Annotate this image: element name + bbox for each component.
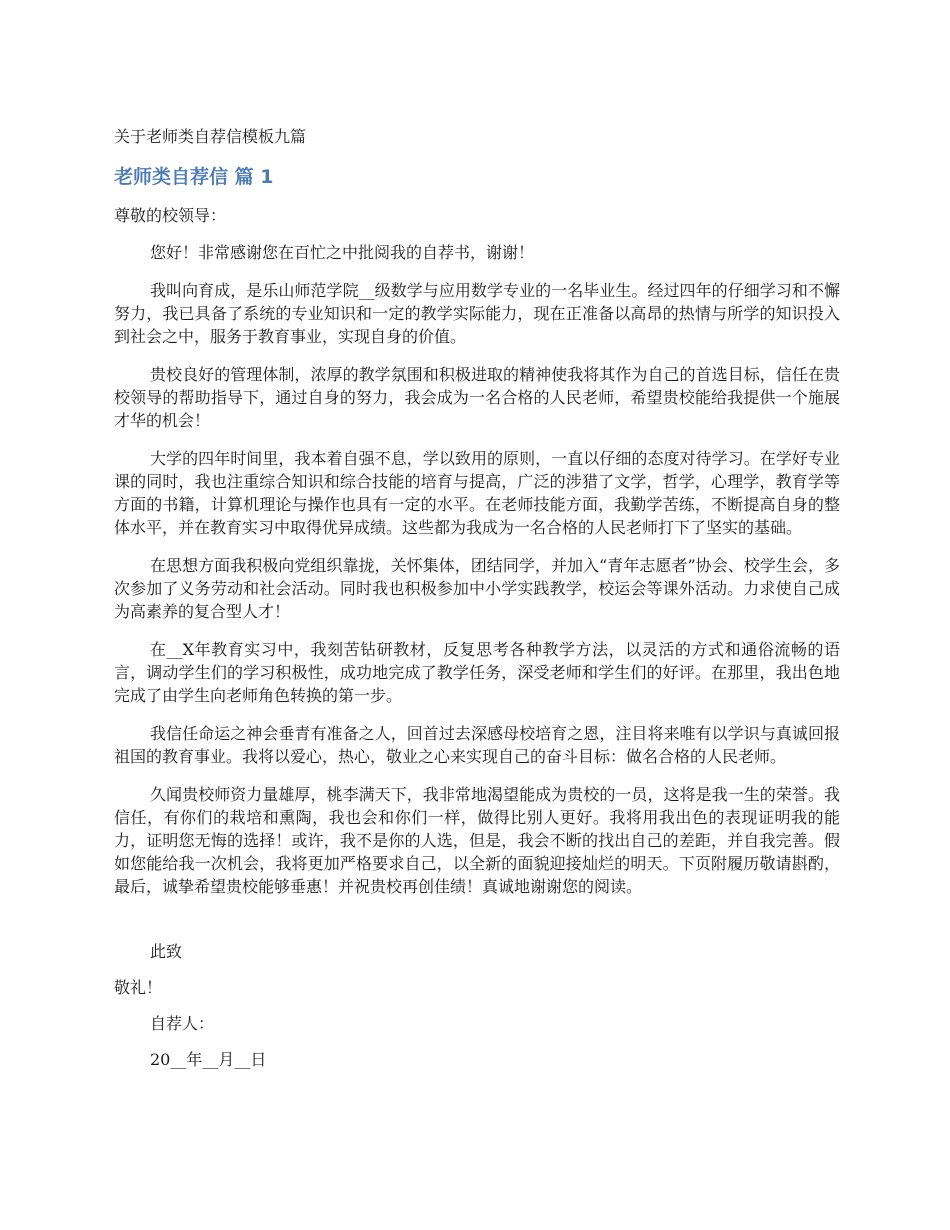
paragraph-motivation: 贵校良好的管理体制，浓厚的教学氛围和积极进取的精神使我将其作为自己的首选目标，信任在贵校领导的帮助指导下，通过自身的努力，我会成为一名合格的人民老师，希望贵校能给我提供一个施展才华的机会！ — [114, 365, 840, 430]
paragraph-aspiration: 我信任命运之神会垂青有准备之人，回首过去深感母校培育之恩，注目将来唯有以学识与真诚回报祖国的教育事业。我将以爱心，热心，敬业之心来实现自己的奋斗目标：做名合格的人民老师。 — [114, 724, 840, 766]
closing-line: 此致 — [150, 942, 183, 961]
paragraph-education: 大学的四年时间里，我本着自强不息，学以致用的原则，一直以仔细的态度对待学习。在学好专业课的同时，我也注重综合知识和综合技能的培育与提高，广泛的涉猎了文学，哲学，心理学，教育学等方面的书籍，计算机理论与操作也具有一定的水平。在老师技能方面，我勤学苦练，不断提高自身的整体水平，并在教育实习中取得优异成绩。这些都为我成为一名合格的人民老师打下了坚实的基础。 — [114, 449, 840, 537]
paragraph-introduction: 我叫向育成，是乐山师范学院__级数学与应用数学专业的一名毕业生。经过四年的仔细学习和不懈努力，我已具备了系统的专业知识和一定的教学实际能力，现在正准备以高昂的热情与所学的知识投入到社会之中，服务于教育事业，实现自身的价值。 — [114, 281, 840, 346]
document-title: 关于老师类自荐信模板九篇 — [114, 127, 307, 146]
date-line: 20__年__月__日 — [150, 1050, 267, 1069]
closing-salute: 敬礼！ — [114, 978, 163, 997]
paragraph-activities: 在思想方面我积极向党组织靠拢，关怀集体，团结同学，并加入“青年志愿者”协会、校学生会，多次参加了义务劳动和社会活动。同时我也积极参加中小学实践教学，校运会等课外活动。力求使自己成为高素养的复合型人才！ — [114, 556, 840, 621]
letter-body — [114, 241, 840, 913]
paragraph-internship: 在__X年教育实习中，我刻苦钻研教材，反复思考各种教学方法，以灵活的方式和通俗流畅的语言，调动学生们的学习积极性，成功地完成了教学任务，深受老师和学生们的好评。在那里，我出色地完成了由学生向老师角色转换的第一步。 — [114, 640, 840, 705]
paragraph-conclusion: 久闻贵校师资力量雄厚，桃李满天下，我非常地渴望能成为贵校的一员，这将是我一生的荣誉。我信任，有你们的栽培和熏陶，我也会和你们一样，做得比别人更好。我将用我出色的表现证明我的能力，证明您无悔的选择！或许，我不是你的人选，但是，我会不断的找出自己的差距，并自我完善。假如您能给我一次机会，我将更加严格要求自己，以全新的面貌迎接灿烂的明天。下页附履历敬请斟酌，最后，诚挚希望贵校能够垂惠！并祝贵校再创佳绩！真诚地谢谢您的阅读。 — [114, 785, 840, 896]
signature-label: 自荐人： — [150, 1014, 215, 1033]
salutation: 尊敬的校领导： — [114, 206, 227, 225]
section-heading: 老师类自荐信 篇 1 — [114, 166, 274, 188]
paragraph-greeting: 您好！非常感谢您在百忙之中批阅我的自荐书，谢谢！ — [150, 243, 535, 262]
